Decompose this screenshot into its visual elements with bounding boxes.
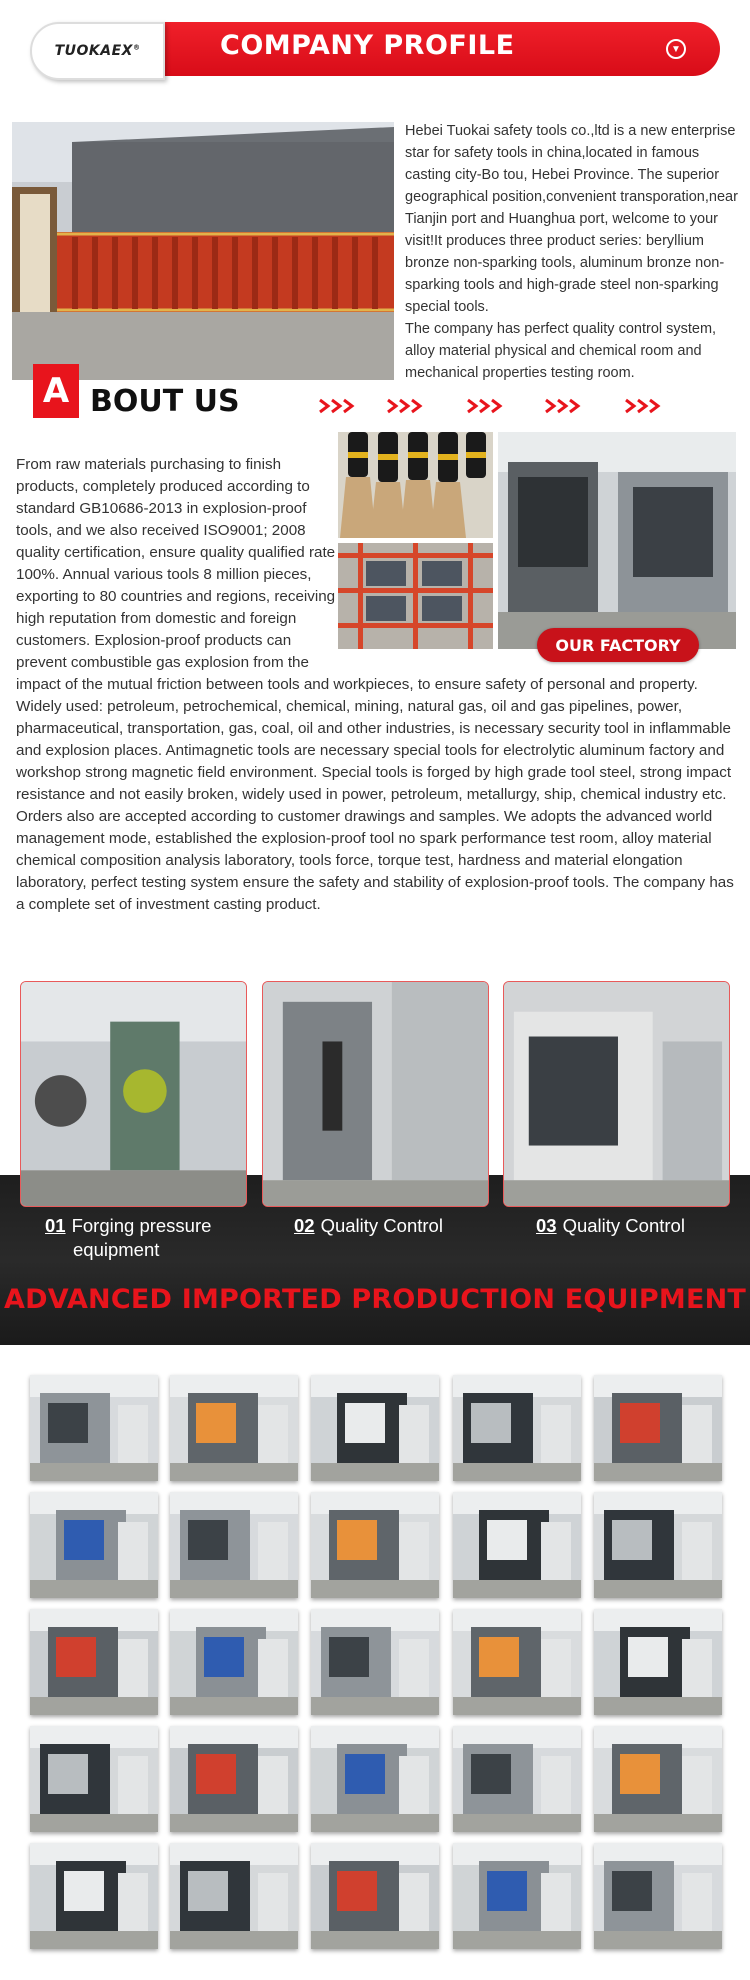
about-title: BOUT US xyxy=(90,384,240,419)
about-text xyxy=(16,454,746,916)
about-letter-block: A xyxy=(33,364,79,418)
equipment-card-2-photo xyxy=(262,981,489,1207)
triple-arrow-icon xyxy=(386,396,428,416)
header-banner xyxy=(30,22,720,80)
machine-photo xyxy=(170,1375,298,1481)
about-body: From raw materials purchasing to finish products, completely produced according to standard GB10686-2013 in explosion-proof tools, and we also received ISO9001; 2008 quality certification, ensure quality qualified rate 100%. Annual various tools 8 million pieces, exporting to 80 countries and regions, receiving high reputation from domestic and foreign customers. Explosion-proof products can prevent combustible gas explosion from the impact of the mutual friction between tools and workpieces, to ensure safety of personal and property. Widely used: petroleum, petrochemical, chemical, mining, natural gas, oil and gas pipelines, power, pharmaceutical, transportation, gas, coal, oil and other industries, is necessary security tool in inflammable and explosion places. Antimagnetic tools are necessary special tools for electrolytic aluminum factory and workshop strong magnetic field environment. Special tools is forged by high grade tool steel, strong impact resistance and not easily broken, widely used in power, petroleum, metallurgy, ship, chemical industry etc. Orders also are accepted according to customer drawings and samples. We adopts the advanced world management mode, established the explosion-proof tool no spark performance test room, alloy material chemical composition analysis laboratory, tools force, torque test, hardness and material elongation laboratory, perfect testing system ensure the safety and stability of explosion-proof tools. The company has a complete set of investment casting product. xyxy=(16,456,734,913)
machine-photo xyxy=(453,1843,581,1949)
triple-arrow-icon xyxy=(624,396,666,416)
machine-photo xyxy=(594,1726,722,1832)
machine-photo xyxy=(311,1492,439,1598)
triple-arrow-icon xyxy=(466,396,508,416)
machine-photo xyxy=(30,1726,158,1832)
machine-photo xyxy=(311,1375,439,1481)
machine-photo xyxy=(311,1843,439,1949)
equipment-title: ADVANCED IMPORTED PRODUCTION EQUIPMENT xyxy=(3,1284,747,1315)
machine-photo xyxy=(453,1492,581,1598)
company-gate-photo xyxy=(12,122,394,380)
machine-photo xyxy=(453,1375,581,1481)
triple-arrow-icon xyxy=(544,396,586,416)
machine-photo xyxy=(30,1609,158,1715)
machine-photo xyxy=(594,1375,722,1481)
page-title: COMPANY PROFILE xyxy=(220,30,515,61)
machine-photo xyxy=(311,1726,439,1832)
machine-photo xyxy=(594,1492,722,1598)
our-factory-button[interactable]: OUR FACTORY xyxy=(537,628,699,662)
machine-photo xyxy=(30,1492,158,1598)
chevron-down-icon[interactable]: ▼ xyxy=(666,39,686,59)
intro-text xyxy=(405,120,743,384)
photo-float-spacer xyxy=(338,454,746,654)
machine-photo xyxy=(170,1492,298,1598)
equipment-label-1: 01 Forging pressure equipment xyxy=(45,1215,212,1260)
triple-arrow-icon xyxy=(318,396,360,416)
machine-photo xyxy=(170,1843,298,1949)
machine-photo xyxy=(594,1843,722,1949)
intro-paragraph-2: The company has perfect quality control system, alloy material physical and chemical room and mechanical properties testing room. xyxy=(405,321,717,381)
machine-photo xyxy=(30,1843,158,1949)
intro-paragraph-1: Hebei Tuokai safety tools co.,ltd is a new enterprise star for safety tools in china,located in famous casting city-Bo tou, Hebei Province. The superior geographical position,convenient transporation,near Tianjin port and Huanghua port, welcome to your visit!It produces three product series: beryllium bronze non-sparking tools, aluminum bronze non-sparking tools and high-grade steel non-sparking special tools. xyxy=(405,123,738,315)
equipment-label-3: 03 Quality Control xyxy=(536,1215,685,1236)
machine-photo xyxy=(170,1609,298,1715)
logo-text: TUOKAEX® xyxy=(54,43,141,59)
equipment-card-1-photo xyxy=(20,981,247,1207)
equipment-card-3-photo xyxy=(503,981,730,1207)
brand-logo xyxy=(30,22,165,80)
machine-photo xyxy=(594,1609,722,1715)
machine-photo xyxy=(311,1609,439,1715)
machine-photo xyxy=(170,1726,298,1832)
equipment-label-2: 02 Quality Control xyxy=(294,1215,443,1236)
machine-photo xyxy=(453,1609,581,1715)
machine-photo xyxy=(30,1375,158,1481)
machine-photo xyxy=(453,1726,581,1832)
